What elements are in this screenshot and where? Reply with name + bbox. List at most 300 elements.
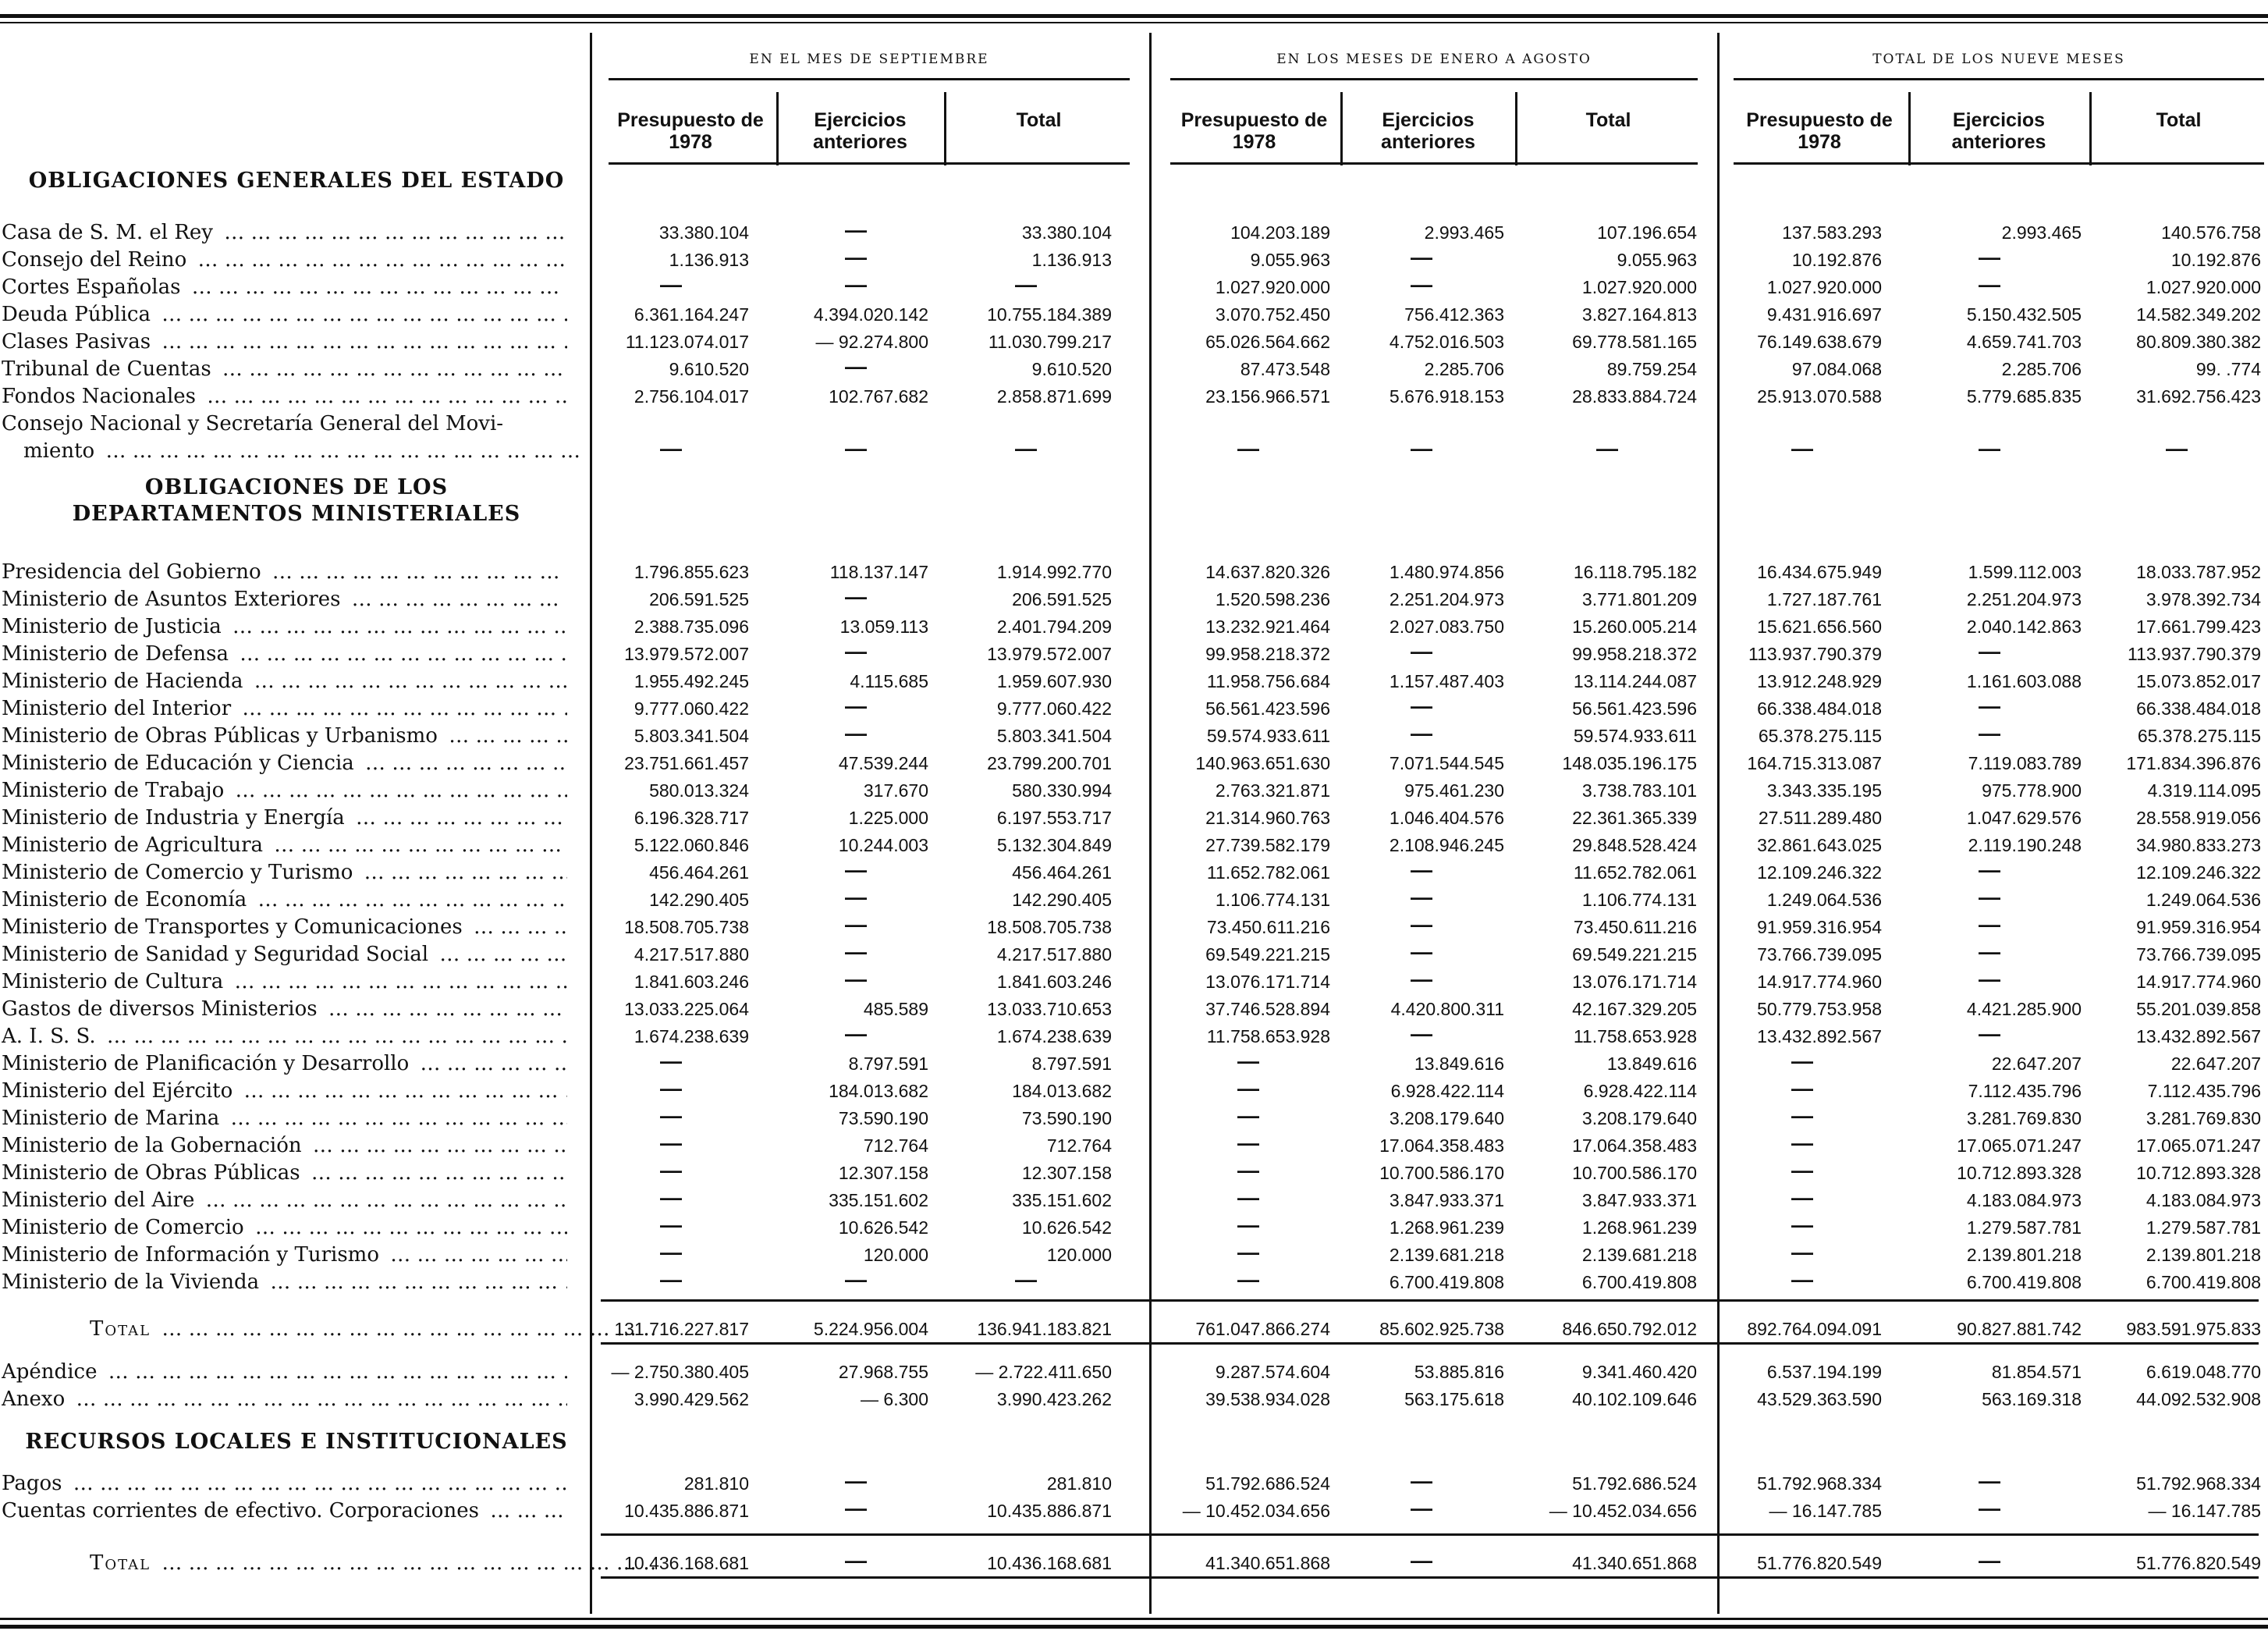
table-cell: 1.249.064.536: [1766, 890, 1882, 910]
table-cell: 2.401.794.209: [996, 616, 1112, 637]
header-underline-2: [1170, 162, 1698, 165]
table-cell: 4.217.517.880: [634, 944, 749, 965]
table-cell: 53.885.816: [1414, 1362, 1504, 1382]
table-cell: 81.854.571: [1991, 1362, 2082, 1382]
col-header-presupuesto: Presupuesto de 1978: [617, 109, 764, 153]
row-label-text: Ministerio del Interior: [2, 697, 236, 720]
table-cell: 1.796.855.623: [634, 562, 749, 582]
table-cell: 21.314.960.763: [1205, 808, 1330, 828]
table-cell: 17.065.071.247: [1957, 1135, 2082, 1156]
table-cell: 13.033.710.653: [987, 999, 1112, 1019]
table-cell: 8.797.591: [848, 1054, 928, 1074]
table-cell: 47.539.244: [838, 753, 928, 773]
table-cell: —: [1411, 272, 1432, 297]
table-cell: — 10.452.034.656: [1182, 1501, 1330, 1521]
table-cell: —: [1979, 912, 2000, 936]
table-cell: 25.913.070.588: [1757, 386, 1882, 407]
col-header-total: Total: [2156, 109, 2202, 131]
table-cell: 3.827.164.813: [1581, 304, 1697, 325]
table-cell: —: [1791, 1267, 1813, 1292]
table-cell: 5.803.341.504: [634, 726, 749, 746]
table-cell: 3.847.933.371: [1389, 1190, 1504, 1210]
row-label-text: Ministerio de Obras Públicas y Urbanismo: [2, 724, 442, 748]
row-label-text: Anexo: [2, 1388, 69, 1411]
total-rule: [601, 1533, 2259, 1536]
row-label-text: Ministerio de Industria y Energía: [2, 806, 350, 830]
table-cell: —: [1411, 1469, 1432, 1493]
row-label: [2, 1161, 567, 1185]
row-label-text: Ministerio de Trabajo: [2, 779, 229, 802]
table-cell: 13.979.572.007: [624, 644, 749, 664]
row-label: [2, 915, 567, 939]
table-cell: 148.035.196.175: [1562, 753, 1697, 773]
subcol-divider: [2089, 92, 2092, 165]
table-cell: 6.196.328.717: [634, 808, 749, 828]
table-cell: 1.157.487.403: [1389, 671, 1504, 691]
table-cell: 15.260.005.214: [1572, 616, 1697, 637]
top-double-rule-b: [0, 22, 2268, 23]
row-label: [2, 1243, 567, 1267]
table-cell: — 2.722.411.650: [975, 1362, 1112, 1382]
table-cell: 975.778.900: [1982, 780, 2082, 801]
table-cell: 23.751.661.457: [624, 753, 749, 773]
table-cell: —: [1237, 1267, 1259, 1292]
table-cell: —: [1015, 272, 1037, 297]
table-cell: 120.000: [863, 1245, 928, 1265]
table-cell: 1.046.404.576: [1389, 808, 1504, 828]
table-cell: 18.508.705.738: [624, 917, 749, 937]
table-cell: 91.959.316.954: [1757, 917, 1882, 937]
table-cell: 69.778.581.165: [1572, 332, 1697, 352]
row-label: [2, 1216, 567, 1239]
table-cell: 3.208.179.640: [1581, 1108, 1697, 1128]
table-cell: 85.602.925.738: [1379, 1319, 1504, 1339]
table-cell: 16.118.795.182: [1573, 562, 1697, 582]
table-cell: 142.290.405: [649, 890, 749, 910]
table-cell: 51.792.686.524: [1205, 1473, 1330, 1494]
table-cell: —: [1979, 694, 2000, 718]
table-cell: —: [1411, 940, 1432, 964]
table-cell: 317.670: [863, 780, 928, 801]
bottom-double-rule-a: [0, 1618, 2268, 1620]
table-cell: 120.000: [1046, 1245, 1112, 1265]
table-cell: —: [1979, 436, 2000, 460]
row-label-text: Ministerio del Aire: [2, 1189, 199, 1212]
table-cell: 456.464.261: [649, 862, 749, 883]
table-cell: 206.591.525: [1012, 589, 1112, 609]
table-cell: —: [1237, 1049, 1259, 1073]
table-cell: 51.776.820.549: [1757, 1553, 1882, 1573]
row-label-text: Ministerio de Cultura: [2, 970, 228, 993]
table-cell: 76.149.638.679: [1757, 332, 1882, 352]
table-cell: —: [660, 436, 682, 460]
table-cell: 983.591.975.833: [2126, 1319, 2261, 1339]
table-cell: —: [660, 1103, 682, 1128]
table-cell: —: [1791, 1185, 1813, 1210]
table-cell: —: [845, 1548, 867, 1572]
row-label-text: Casa de S. M. el Rey: [2, 221, 218, 244]
table-cell: —: [660, 1213, 682, 1237]
table-cell: —: [660, 1158, 682, 1182]
row-label: [2, 615, 567, 638]
table-cell: 7.119.083.789: [1968, 753, 2082, 773]
table-cell: 5.122.060.846: [634, 835, 749, 855]
table-cell: 7.112.435.796: [1968, 1081, 2082, 1101]
table-cell: 6.700.419.808: [1389, 1272, 1504, 1292]
table-cell: 10.436.168.681: [987, 1553, 1112, 1573]
table-cell: —: [1411, 1496, 1432, 1520]
table-cell: 3.771.801.209: [1581, 589, 1697, 609]
row-label-text: Consejo Nacional y Secretaría General del Movi-: [2, 412, 508, 435]
table-cell: 1.047.629.576: [1966, 808, 2082, 828]
section-heading: RECURSOS LOCALES E INSTITUCIONALES: [25, 1430, 568, 1454]
row-label: [2, 943, 567, 966]
table-cell: 1.674.238.639: [996, 1026, 1112, 1046]
table-cell: 12.307.158: [838, 1163, 928, 1183]
row-label-text: Gastos de diversos Ministerios: [2, 997, 322, 1021]
table-cell: 73.766.739.095: [1757, 944, 1882, 965]
row-label: [2, 697, 567, 720]
table-cell: 4.659.741.703: [1966, 332, 2082, 352]
table-cell: 1.520.598.236: [1215, 589, 1330, 609]
table-cell: —: [1791, 436, 1813, 460]
table-cell: 3.978.392.734: [2146, 589, 2261, 609]
table-cell: 1.225.000: [848, 808, 928, 828]
row-label: [2, 1360, 567, 1384]
table-cell: 13.849.616: [1414, 1054, 1504, 1074]
table-cell: 10.244.003: [838, 835, 928, 855]
table-cell: 2.251.204.973: [1966, 589, 2082, 609]
table-cell: 27.511.289.480: [1758, 808, 1882, 828]
table-cell: 1.027.920.000: [1215, 277, 1330, 297]
table-cell: — 92.274.800: [815, 332, 928, 352]
table-cell: —: [845, 354, 867, 378]
table-cell: 33.380.104: [1021, 222, 1112, 243]
table-cell: 10.435.886.871: [624, 1501, 749, 1521]
table-cell: 18.033.787.952: [2136, 562, 2261, 582]
table-cell: —: [1979, 1469, 2000, 1493]
table-cell: 6.928.422.114: [1390, 1081, 1504, 1101]
table-cell: 2.763.321.871: [1215, 780, 1330, 801]
table-cell: 756.412.363: [1404, 304, 1504, 325]
table-cell: 10.712.893.328: [2136, 1163, 2261, 1183]
row-label-text: Ministerio de Transportes y Comunicaciones: [2, 915, 467, 939]
table-cell: 29.848.528.424: [1572, 835, 1697, 855]
table-cell: 2.139.801.218: [1966, 1245, 2082, 1265]
table-cell: —: [660, 1240, 682, 1264]
section-heading: OBLIGACIONES GENERALES DEL ESTADO: [28, 169, 565, 193]
table-cell: 1.841.603.246: [996, 972, 1112, 992]
table-cell: 2.756.104.017: [634, 386, 749, 407]
table-cell: 10.712.893.328: [1957, 1163, 2082, 1183]
row-label: [2, 221, 567, 244]
table-cell: 27.968.755: [838, 1362, 928, 1382]
table-cell: 14.917.774.960: [2136, 972, 2261, 992]
table-cell: 118.137.147: [829, 562, 928, 582]
table-cell: 18.508.705.738: [987, 917, 1112, 937]
table-cell: —: [2166, 436, 2188, 460]
col-header-ejercicios: Ejercicios anteriores: [1381, 109, 1475, 153]
table-cell: 975.461.230: [1404, 780, 1504, 801]
row-label: [2, 751, 567, 775]
table-cell: 3.208.179.640: [1389, 1108, 1504, 1128]
table-cell: 13.849.616: [1606, 1054, 1697, 1074]
table-cell: 13.033.225.064: [624, 999, 749, 1019]
table-cell: 3.990.429.562: [634, 1389, 749, 1409]
table-cell: 10.435.886.871: [987, 1501, 1112, 1521]
table-cell: 16.434.675.949: [1757, 562, 1882, 582]
group-header-september: EN EL MES DE SEPTIEMBRE: [749, 52, 989, 67]
table-cell: 1.268.961.239: [1581, 1217, 1697, 1238]
table-cell: —: [1979, 245, 2000, 269]
row-label: [2, 248, 567, 272]
table-cell: —: [1237, 1103, 1259, 1128]
row-label: [2, 412, 567, 435]
table-cell: 27.739.582.179: [1205, 835, 1330, 855]
table-cell: 65.378.275.115: [2137, 726, 2261, 746]
table-cell: 846.650.792.012: [1562, 1319, 1697, 1339]
table-cell: —: [845, 694, 867, 718]
table-cell: 28.833.884.724: [1572, 386, 1697, 407]
table-cell: 2.993.465: [2001, 222, 2082, 243]
row-label-text: Pagos: [2, 1472, 66, 1495]
table-cell: —: [1411, 245, 1432, 269]
table-cell: — 6.300: [861, 1389, 928, 1409]
table-cell: 7.071.544.545: [1389, 753, 1504, 773]
table-cell: 1.599.112.003: [1968, 562, 2082, 582]
table-cell: 140.963.651.630: [1195, 753, 1330, 773]
table-cell: 580.013.324: [649, 780, 749, 801]
row-label: [23, 439, 589, 463]
header-underline-3: [1734, 162, 2264, 165]
subcol-divider: [944, 92, 946, 165]
table-cell: 5.779.685.835: [1966, 386, 2082, 407]
row-label: [2, 970, 567, 993]
table-cell: 281.810: [1046, 1473, 1112, 1494]
top-double-rule-a: [0, 14, 2268, 18]
table-cell: 42.167.329.205: [1572, 999, 1697, 1019]
header-underline-1: [609, 162, 1130, 165]
table-cell: 9.777.060.422: [996, 698, 1112, 719]
table-cell: — 2.750.380.405: [611, 1362, 749, 1382]
row-label: [2, 724, 567, 748]
table-cell: 15.621.656.560: [1757, 616, 1882, 637]
table-cell: 6.619.048.770: [2146, 1362, 2261, 1382]
table-cell: —: [1237, 1158, 1259, 1182]
table-cell: 31.692.756.423: [2136, 386, 2261, 407]
row-label: [2, 588, 567, 611]
table-cell: 1.674.238.639: [634, 1026, 749, 1046]
table-cell: 10.436.168.681: [624, 1553, 749, 1573]
table-cell: —: [1791, 1240, 1813, 1264]
table-cell: —: [1979, 639, 2000, 663]
table-cell: 5.150.432.505: [1966, 304, 2082, 325]
table-cell: 22.361.365.339: [1572, 808, 1697, 828]
row-label: [2, 560, 567, 584]
table-cell: 22.647.207: [2170, 1054, 2261, 1074]
table-cell: 87.473.548: [1240, 359, 1330, 379]
table-cell: 34.980.833.273: [2136, 835, 2261, 855]
table-cell: 10.700.586.170: [1572, 1163, 1697, 1183]
table-cell: 51.776.820.549: [2136, 1553, 2261, 1573]
table-cell: — 10.452.034.656: [1549, 1501, 1697, 1521]
table-cell: 6.700.419.808: [2146, 1272, 2261, 1292]
table-cell: 73.450.611.216: [1573, 917, 1697, 937]
table-cell: 5.676.918.153: [1389, 386, 1504, 407]
table-cell: 9.341.460.420: [1581, 1362, 1697, 1382]
table-cell: —: [1237, 1131, 1259, 1155]
table-cell: 761.047.866.274: [1195, 1319, 1330, 1339]
row-label-text: Ministerio de Marina: [2, 1107, 224, 1130]
row-label: [2, 997, 567, 1021]
col-header-presupuesto: Presupuesto de 1978: [1180, 109, 1328, 153]
col-header-ejercicios: Ejercicios anteriores: [813, 109, 907, 153]
row-label: [2, 806, 567, 830]
bottom-double-rule-b: [0, 1625, 2268, 1629]
table-cell: 485.589: [863, 999, 928, 1019]
table-cell: 712.764: [1046, 1135, 1112, 1156]
table-cell: —: [1791, 1213, 1813, 1237]
section-heading: OBLIGACIONES DE LOS: [144, 475, 449, 499]
table-cell: 23.156.966.571: [1205, 386, 1330, 407]
table-cell: 51.792.686.524: [1572, 1473, 1697, 1494]
table-cell: 2.858.871.699: [996, 386, 1112, 407]
row-label: [2, 833, 567, 857]
table-cell: 40.102.109.646: [1572, 1389, 1697, 1409]
table-cell: 10.626.542: [1021, 1217, 1112, 1238]
row-label: [2, 861, 567, 884]
table-cell: 99.958.218.372: [1205, 644, 1330, 664]
table-cell: 4.115.685: [850, 671, 928, 691]
table-cell: 14.582.349.202: [2136, 304, 2261, 325]
table-cell: 5.132.304.849: [996, 835, 1112, 855]
table-cell: — 16.147.785: [1769, 1501, 1882, 1521]
table-cell: —: [1791, 1103, 1813, 1128]
table-cell: —: [1979, 721, 2000, 745]
row-label-text: Ministerio de Hacienda: [2, 670, 247, 693]
table-cell: 1.959.607.930: [996, 671, 1112, 691]
table-cell: 51.792.968.334: [1757, 1473, 1882, 1494]
table-cell: —: [845, 1496, 867, 1520]
table-cell: 69.549.221.215: [1572, 944, 1697, 965]
row-label: [2, 1472, 567, 1495]
table-cell: 1.955.492.245: [634, 671, 749, 691]
table-cell: —: [1411, 912, 1432, 936]
table-cell: 32.861.643.025: [1757, 835, 1882, 855]
row-label: [2, 1189, 567, 1212]
table-cell: —: [845, 940, 867, 964]
table-cell: 2.285.706: [1424, 359, 1504, 379]
table-cell: 9.431.916.697: [1766, 304, 1882, 325]
table-cell: —: [845, 245, 867, 269]
row-label: [2, 1270, 567, 1294]
row-label-text: Ministerio de Comercio: [2, 1216, 249, 1239]
table-cell: 456.464.261: [1012, 862, 1112, 883]
table-cell: 5.224.956.004: [813, 1319, 928, 1339]
table-cell: —: [845, 967, 867, 991]
table-cell: 44.092.532.908: [2136, 1389, 2261, 1409]
row-label: [2, 888, 567, 911]
col-header-total: Total: [1016, 109, 1062, 131]
table-cell: 9.055.963: [1250, 250, 1330, 270]
table-cell: 1.136.913: [669, 250, 749, 270]
table-cell: 1.136.913: [1031, 250, 1112, 270]
table-cell: —: [845, 218, 867, 242]
table-cell: 33.380.104: [658, 222, 749, 243]
table-cell: 10.192.876: [2170, 250, 2261, 270]
table-cell: 1.480.974.856: [1389, 562, 1504, 582]
table-cell: 1.268.961.239: [1389, 1217, 1504, 1238]
table-cell: —: [1979, 940, 2000, 964]
row-label-text: Ministerio de Educación y Ciencia: [2, 751, 359, 775]
row-label: [2, 779, 567, 802]
table-cell: 39.538.934.028: [1205, 1389, 1330, 1409]
table-cell: 164.715.313.087: [1747, 753, 1882, 773]
row-label-text: Deuda Pública: [2, 303, 155, 326]
group-underline-3: [1734, 78, 2264, 80]
row-label: [2, 275, 567, 299]
table-cell: —: [1979, 1496, 2000, 1520]
table-cell: —: [1411, 1548, 1432, 1572]
row-label-text: Ministerio de Obras Públicas: [2, 1161, 305, 1185]
row-label: [2, 1052, 567, 1075]
table-cell: 65.378.275.115: [1758, 726, 1882, 746]
row-label-text: A. I. S. S.: [2, 1025, 101, 1048]
table-cell: 11.652.782.061: [1206, 862, 1330, 883]
table-cell: 1.106.774.131: [1215, 890, 1330, 910]
table-cell: 56.561.423.596: [1205, 698, 1330, 719]
table-cell: 13.114.244.087: [1573, 671, 1697, 691]
table-cell: —: [1237, 1076, 1259, 1100]
table-cell: 3.281.769.830: [1966, 1108, 2082, 1128]
table-cell: 66.338.484.018: [2136, 698, 2261, 719]
table-cell: 11.758.653.928: [1573, 1026, 1697, 1046]
row-label-text: Ministerio de Economía: [2, 888, 251, 911]
table-cell: —: [1015, 436, 1037, 460]
row-label-text: Ministerio de Sanidad y Seguridad Social: [2, 943, 433, 966]
table-cell: 4.421.285.900: [1966, 999, 2082, 1019]
table-cell: 11.758.653.928: [1206, 1026, 1330, 1046]
subcol-divider: [776, 92, 779, 165]
row-label-text: Cortes Españolas: [2, 275, 185, 299]
total-rule: [601, 1576, 2259, 1579]
col-header-total: Total: [1585, 109, 1631, 131]
row-label-text: Total: [90, 1317, 155, 1341]
table-cell: —: [1237, 1213, 1259, 1237]
table-cell: 184.013.682: [1012, 1081, 1112, 1101]
table-cell: —: [1596, 436, 1618, 460]
table-cell: 2.993.465: [1424, 222, 1504, 243]
row-label: [2, 357, 567, 381]
table-cell: 66.338.484.018: [1757, 698, 1882, 719]
table-cell: 4.752.016.503: [1389, 332, 1504, 352]
table-cell: 6.537.194.199: [1766, 1362, 1882, 1382]
table-cell: 6.197.553.717: [996, 808, 1112, 828]
table-cell: 1.106.774.131: [1581, 890, 1697, 910]
table-cell: —: [845, 912, 867, 936]
table-cell: 6.700.419.808: [1581, 1272, 1697, 1292]
table-cell: —: [1411, 885, 1432, 909]
table-cell: 5.803.341.504: [996, 726, 1112, 746]
table-cell: —: [1979, 967, 2000, 991]
row-label-text: Tribunal de Cuentas: [2, 357, 216, 381]
table-cell: —: [1411, 694, 1432, 718]
table-cell: —: [845, 272, 867, 297]
table-cell: 6.361.164.247: [634, 304, 749, 325]
table-cell: 59.574.933.611: [1573, 726, 1697, 746]
table-cell: 3.281.769.830: [2146, 1108, 2261, 1128]
table-cell: 11.958.756.684: [1206, 671, 1330, 691]
